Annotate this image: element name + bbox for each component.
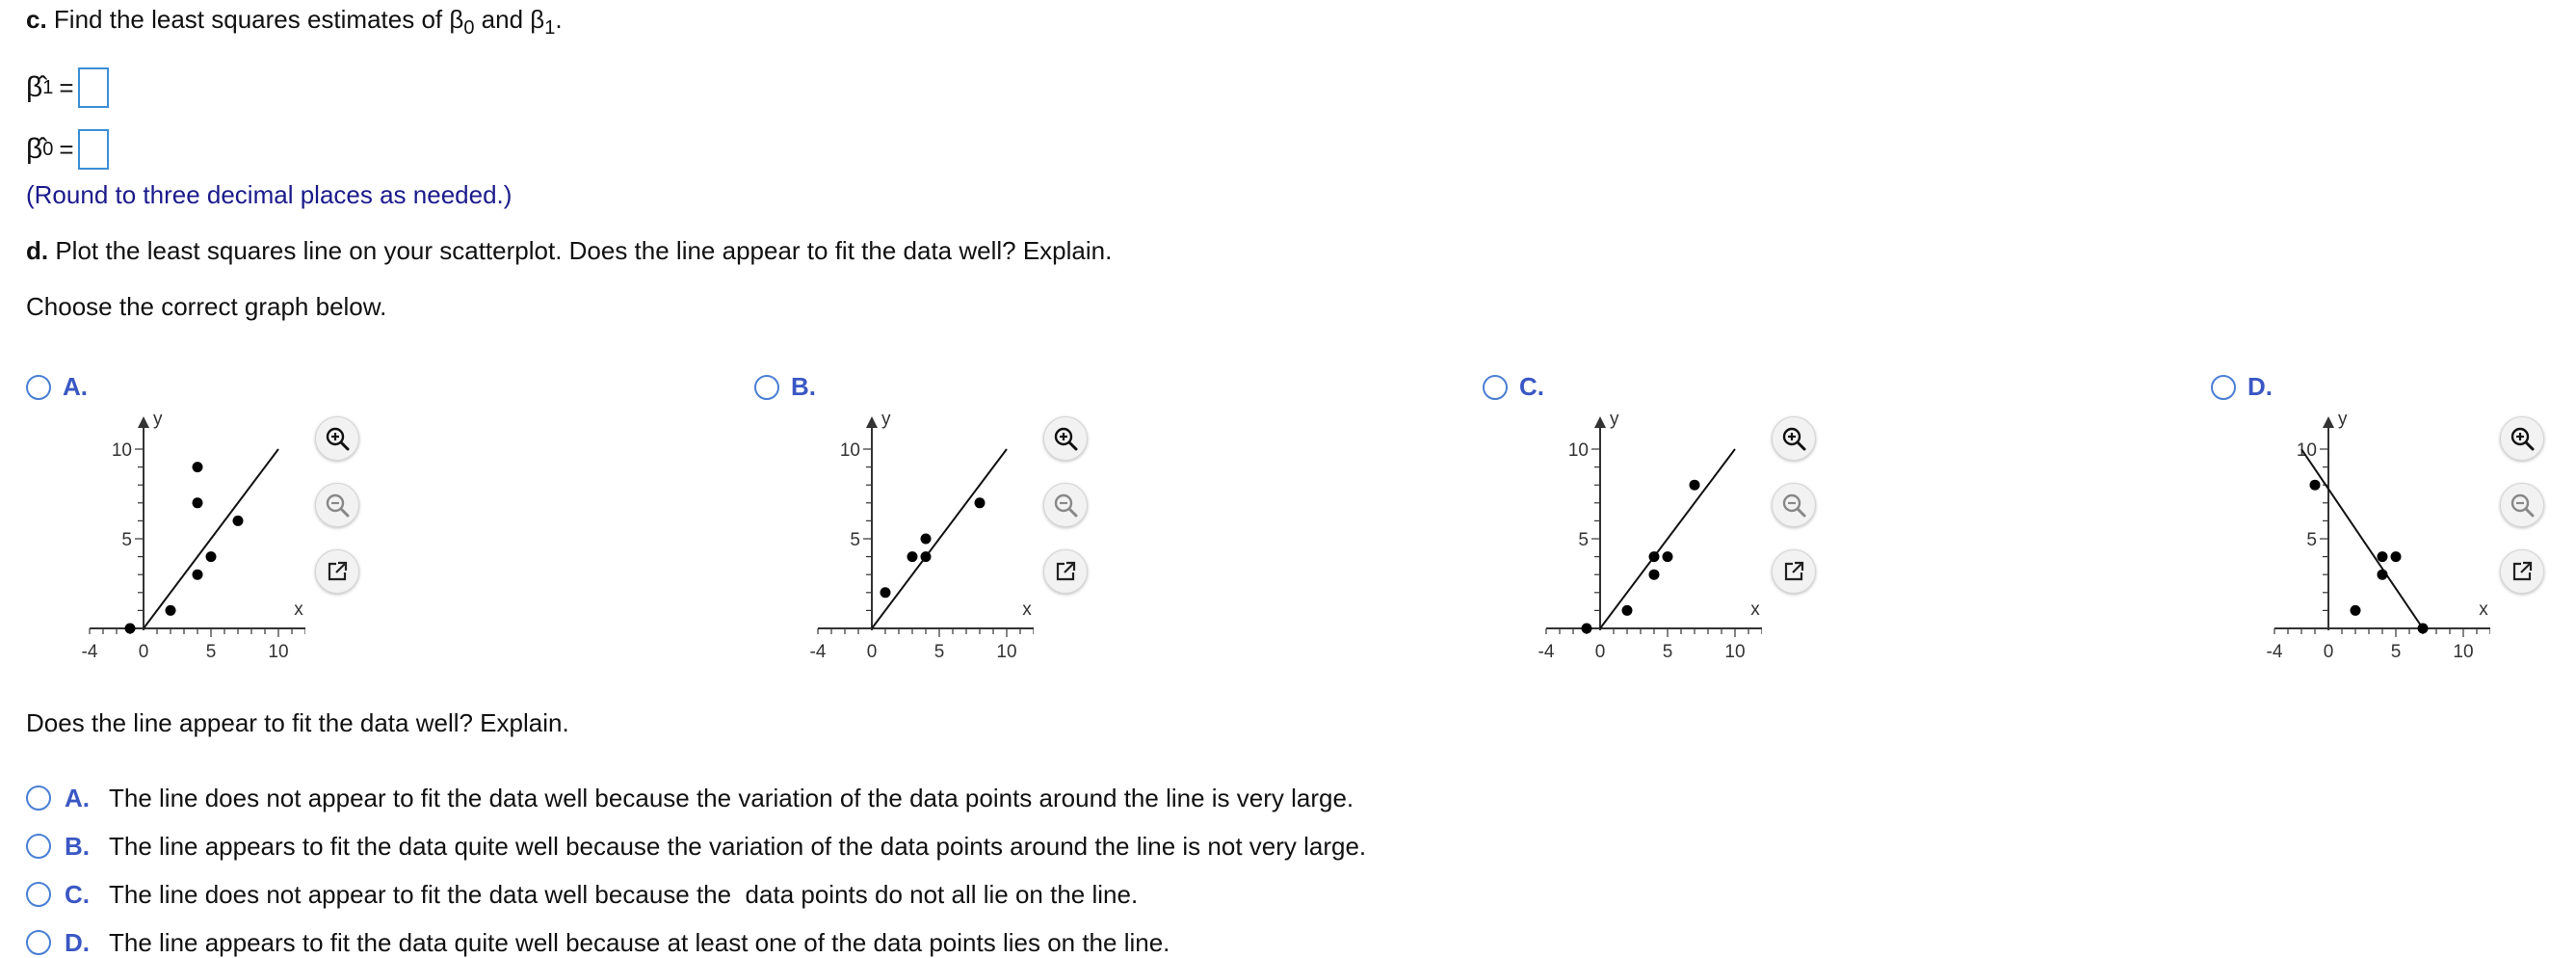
zoom-out-icon (2509, 492, 2536, 519)
y-axis-arrow (138, 416, 149, 428)
beta0-sub: 0 (42, 138, 54, 160)
graph-option-letter-d: D. (2247, 372, 2273, 401)
data-point (125, 624, 136, 634)
fit-option-b[interactable] (26, 831, 1366, 862)
zoom-in-icon (2509, 425, 2536, 452)
zoom-in-button-c[interactable] (1772, 416, 1816, 461)
data-point (1649, 551, 1660, 562)
x-tick-label: 10 (2453, 642, 2474, 662)
part-d-prompt (26, 235, 1112, 266)
zoom-out-icon (324, 492, 351, 519)
x-tick-label: 5 (2390, 642, 2402, 662)
round-note: (Round to three decimal places as needed.) (26, 180, 513, 209)
y-axis-label: y (1610, 411, 1619, 430)
graph-option-radio-b[interactable] (754, 375, 779, 400)
zoom-out-icon (1052, 492, 1079, 519)
data-point (975, 497, 986, 508)
y-tick-label: 10 (1567, 440, 1589, 461)
fit-option-radio-d[interactable] (26, 930, 51, 955)
scatterplot-a (65, 411, 305, 671)
zoom-out-icon (1780, 492, 1807, 519)
y-axis-arrow (2323, 416, 2334, 428)
data-point (1582, 624, 1592, 634)
y-axis-label: y (2338, 411, 2348, 430)
x-tick-label: 5 (933, 642, 945, 662)
fit-option-text-a: The line does not appear to fit the data well because the variation of the data points around the line is very large. (109, 784, 1354, 812)
graph-option-letter-a: A. (63, 372, 88, 401)
y-tick-label: 5 (850, 530, 860, 550)
beta0-row (26, 129, 109, 170)
y-axis-arrow (866, 416, 878, 428)
fit-option-d[interactable] (26, 927, 1170, 958)
data-point (2378, 551, 2388, 562)
zoom-out-button-b[interactable] (1043, 483, 1088, 527)
y-tick-label: 10 (2296, 440, 2317, 461)
x-tick-label: 0 (2323, 642, 2334, 662)
beta0-equals: = (59, 134, 74, 164)
zoom-in-button-d[interactable] (2500, 416, 2544, 461)
data-point (2378, 570, 2388, 580)
beta1-sub: 1 (42, 76, 54, 98)
fitted-line (2301, 449, 2423, 628)
fit-option-a[interactable] (26, 783, 1354, 813)
graph-option-a[interactable] (26, 372, 88, 402)
x-tick-label: 0 (866, 642, 878, 662)
x-axis-label: x (1022, 599, 1032, 620)
fit-option-c[interactable] (26, 879, 1138, 910)
fit-option-text-c: The line does not appear to fit the data well because the data points do not all lie on the line. (109, 880, 1139, 909)
data-point (881, 587, 891, 598)
data-point (193, 570, 203, 580)
graph-option-letter-c: C. (1519, 372, 1544, 401)
fitted-line (1600, 449, 1735, 628)
fit-option-radio-b[interactable] (26, 834, 51, 859)
x-axis-label: x (1750, 599, 1760, 620)
part-c-end: . (555, 5, 563, 34)
fitted-line (144, 449, 278, 628)
x-axis-label: x (2479, 599, 2488, 620)
fit-option-letter-a: A. (65, 784, 90, 812)
fit-option-letter-c: C. (65, 880, 90, 909)
x-tick-label: 10 (996, 642, 1017, 662)
zoom-in-icon (1052, 425, 1079, 452)
scatterplot-c (1521, 411, 1762, 671)
data-point (2351, 605, 2361, 616)
data-point (2418, 624, 2429, 634)
graph-option-radio-d[interactable] (2211, 375, 2236, 400)
zoom-in-button-a[interactable] (315, 416, 359, 461)
x-tick-label: -4 (809, 642, 827, 662)
popout-icon (325, 559, 350, 584)
y-axis-arrow (1594, 416, 1606, 428)
fit-question: Does the line appear to fit the data well? Explain. (26, 708, 569, 737)
data-point (233, 516, 244, 526)
popout-button-b[interactable] (1043, 549, 1088, 594)
x-tick-label: 10 (1724, 642, 1746, 662)
zoom-out-button-d[interactable] (2500, 483, 2544, 527)
scatterplot-b (793, 411, 1034, 671)
y-axis-label: y (881, 411, 891, 430)
beta-sub-0: 0 (463, 17, 475, 40)
data-point (193, 497, 203, 508)
part-d-text: Plot the least squares line on your scatterplot. Does the line appear to fit the data well? Explain. (55, 236, 1113, 265)
popout-icon (1053, 559, 1078, 584)
beta0-answer-input[interactable] (78, 129, 109, 170)
part-c-text: Find the least squares estimates of β (53, 5, 464, 34)
data-point (921, 534, 932, 545)
part-c-letter: c. (26, 5, 47, 34)
beta-sub-1: 1 (544, 17, 556, 40)
part-c-and: and β (474, 5, 545, 34)
graph-option-letter-b: B. (791, 372, 816, 401)
fitted-line (872, 449, 1007, 628)
x-tick-label: 0 (138, 642, 149, 662)
y-axis-label: y (153, 411, 163, 430)
zoom-in-icon (1780, 425, 1807, 452)
popout-button-c[interactable] (1772, 549, 1816, 594)
fit-option-text-b: The line appears to fit the data quite well because the variation of the data points around the line is not very large. (109, 832, 1367, 861)
x-axis-label: x (294, 599, 303, 620)
fit-option-radio-a[interactable] (26, 785, 51, 811)
fit-option-letter-b: B. (65, 832, 90, 861)
fit-option-letter-d: D. (65, 928, 90, 957)
data-point (206, 551, 217, 562)
y-tick-label: 5 (121, 530, 132, 550)
beta1-answer-input[interactable] (78, 67, 109, 108)
y-tick-label: 10 (839, 440, 860, 461)
graph-option-radio-a[interactable] (26, 375, 51, 400)
zoom-in-button-b[interactable] (1043, 416, 1088, 461)
popout-icon (2510, 559, 2535, 584)
data-point (2310, 480, 2321, 491)
data-point (166, 605, 176, 616)
y-tick-label: 5 (2306, 530, 2317, 550)
x-tick-label: 0 (1594, 642, 1606, 662)
scatterplot-d (2249, 411, 2490, 671)
zoom-in-icon (324, 425, 351, 452)
x-tick-label: -4 (2266, 642, 2283, 662)
data-point (1690, 480, 1700, 491)
data-point (1622, 605, 1633, 616)
beta1-equals: = (59, 72, 74, 102)
data-point (921, 551, 932, 562)
data-point (193, 462, 203, 472)
y-tick-label: 10 (111, 440, 132, 461)
beta0-symbol: β̂ (26, 133, 43, 165)
data-point (1663, 551, 1673, 562)
popout-icon (1781, 559, 1806, 584)
beta1-row (26, 67, 109, 108)
graph-option-d[interactable] (2211, 372, 2273, 402)
fit-option-text-d: The line appears to fit the data quite well because at least one of the data points lies on the line. (109, 928, 1170, 957)
beta1-symbol: β̂ (26, 71, 43, 103)
x-tick-label: 5 (1662, 642, 1673, 662)
x-tick-label: 10 (268, 642, 289, 662)
data-point (1649, 570, 1660, 580)
part-d-letter: d. (26, 236, 49, 265)
fit-option-radio-c[interactable] (26, 882, 51, 907)
graph-option-radio-c[interactable] (1483, 375, 1508, 400)
x-tick-label: -4 (1538, 642, 1555, 662)
graph-option-c[interactable] (1483, 372, 1544, 402)
graph-option-b[interactable] (754, 372, 816, 402)
part-c-prompt (26, 4, 563, 43)
popout-button-d[interactable] (2500, 549, 2544, 594)
data-point (907, 551, 918, 562)
popout-button-a[interactable] (315, 549, 359, 594)
y-tick-label: 5 (1578, 530, 1589, 550)
x-tick-label: -4 (81, 642, 98, 662)
zoom-out-button-c[interactable] (1772, 483, 1816, 527)
data-point (2391, 551, 2402, 562)
zoom-out-button-a[interactable] (315, 483, 359, 527)
choose-graph-text: Choose the correct graph below. (26, 292, 387, 321)
x-tick-label: 5 (205, 642, 217, 662)
